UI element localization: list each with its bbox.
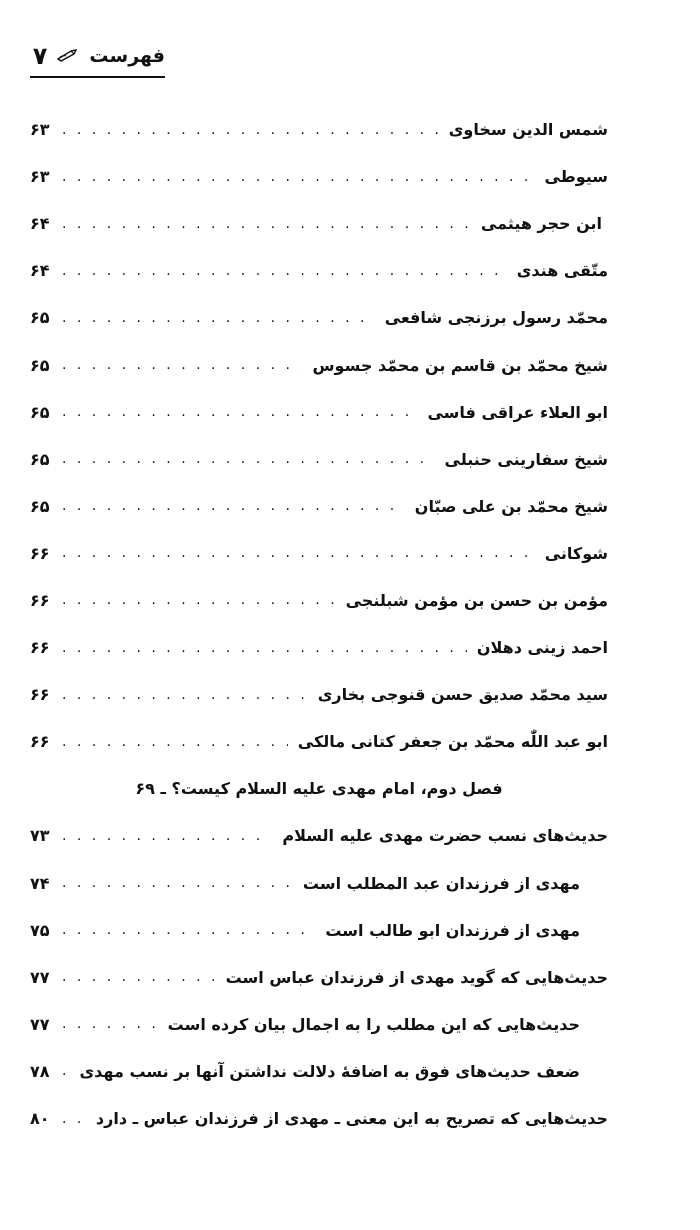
pen-hand-icon-graphic [57,48,79,62]
dot-leader [62,263,507,279]
toc-entry-page: ۶۵ [30,402,50,422]
toc-entry-title: شوكانی [544,543,608,563]
toc-entry [30,860,608,907]
dot-leader [62,687,308,703]
toc-entry-title: محمّد رسول برزنجی شافعی [384,308,608,328]
toc-entry [30,341,608,388]
toc-entry [30,200,608,247]
toc-entry [30,624,608,671]
toc-entry-page: ۶۵ [30,355,50,375]
toc-entry-title: حديث‌هايی كه گويد مهدی از فرزندان عباس است [225,967,608,987]
toc-entry-title: ابو عبد اللّٰه محمّد بن جعفر كتانی مالكی [297,732,608,752]
dot-leader [62,545,535,561]
toc-entry [30,389,608,436]
toc-entry [30,153,608,200]
toc-entry-page: ۸۰ [30,1109,50,1129]
dot-leader [62,216,471,232]
dot-leader [62,404,417,420]
toc-entry-page: ۶۶ [30,543,50,563]
dot-leader [62,640,467,656]
toc-entry-page: ۶۵ [30,449,50,469]
toc-entry-title: احمد زينی دهلان [476,638,608,658]
toc-entry [30,577,608,624]
toc-entry-title: حديث‌هايی كه تصريح به اين معنی ـ مهدی از فرزندان عباس ـ دارد [95,1109,608,1129]
toc-entry-title: مؤمن بن حسن بن مؤمن شبلنجی [345,590,608,610]
toc-entry [30,1048,608,1095]
toc-entry-title: شيخ محمّد بن قاسم بن محمّد جسوس [312,355,608,375]
toc-entry-page: ۷۳ [30,826,50,846]
toc-entry-page: ۶۵ [30,496,50,516]
dot-leader [62,828,272,844]
toc-entry-title: سيوطی [544,167,608,187]
toc-entry-page: ۷۵ [30,920,50,940]
toc-entry-page: ۶۶ [30,590,50,610]
toc-entry [30,671,608,718]
toc-entry-page: ۶۴ [30,214,50,234]
toc-entry-title: ابن حجر هيثمی [480,214,602,234]
toc-entry-page: ۷۷ [30,967,50,987]
chapter-title: فصل دوم، امام مهدی عليه السلام كيست؟ ـ ۶۹ [135,779,503,799]
toc-entry-title: مهدی از فرزندان ابو طالب است [325,920,580,940]
toc-entry-title: حديث‌های نسب حضرت مهدی عليه السلام [282,826,608,846]
toc-entry-title: حديث‌هايی كه اين مطلب را به اجمال بيان كرده است [167,1014,580,1034]
toc-entry-page: ۶۶ [30,685,50,705]
toc-entry-title: ابو العلاء عراقی فاسی [427,402,608,422]
toc-entry-page: ۷۸ [30,1061,50,1081]
toc-entry-title: شيخ محمّد بن علی صبّان [414,496,608,516]
toc-entry-title: شمس الدين سخاوی [448,120,608,140]
toc-entry [30,483,608,530]
toc-entry [30,907,608,954]
toc-entry-title: شيخ سفارينی حنبلی [444,449,608,469]
toc-entry-title: متّقی هندی [516,261,608,281]
toc-entry-page: ۶۳ [30,167,50,187]
toc-entry [30,812,608,859]
pen-hand-icon [57,45,79,67]
dot-leader [62,969,216,985]
toc-entry [30,530,608,577]
running-header [30,40,165,78]
toc-entry-title: سيد محمّد صديق حسن قنوجی بخاری [317,685,608,705]
dot-leader [62,451,435,467]
toc-entry [30,1095,608,1142]
toc-entry-page: ۶۶ [30,638,50,658]
toc-entry [30,294,608,341]
toc-entry [30,247,608,294]
toc-entry [30,106,608,153]
toc-entry [30,436,608,483]
toc-entry-title: مهدی از فرزندان عبد المطلب است [302,873,580,893]
dot-leader [62,1016,158,1032]
dot-leader [62,875,293,891]
dot-leader [62,1063,70,1079]
toc-entry [30,954,608,1001]
toc-entry-title: ضعف حديث‌های فوق به اضافهٔ دلالت نداشتن آنها بر نسب مهدی [79,1061,580,1081]
toc-entry [30,1001,608,1048]
dot-leader [62,734,288,750]
dot-leader [62,1111,86,1127]
toc-entry-page: ۶۶ [30,732,50,752]
toc-entry-page: ۶۵ [30,308,50,328]
header-title: فهرست [89,45,165,67]
toc-entry-page: ۷۷ [30,1014,50,1034]
dot-leader [62,310,375,326]
table-of-contents [30,106,608,1142]
dot-leader [62,169,534,185]
toc-entry [30,718,608,765]
dot-leader [62,498,405,514]
toc-entry-page: ۶۴ [30,261,50,281]
dot-leader [62,122,439,138]
dot-leader [62,592,336,608]
toc-entry-page: ۷۴ [30,873,50,893]
chapter-heading [30,765,608,812]
header-page-number: ۷ [32,42,48,70]
dot-leader [62,357,302,373]
toc-entry-page: ۶۳ [30,120,50,140]
dot-leader [62,922,315,938]
